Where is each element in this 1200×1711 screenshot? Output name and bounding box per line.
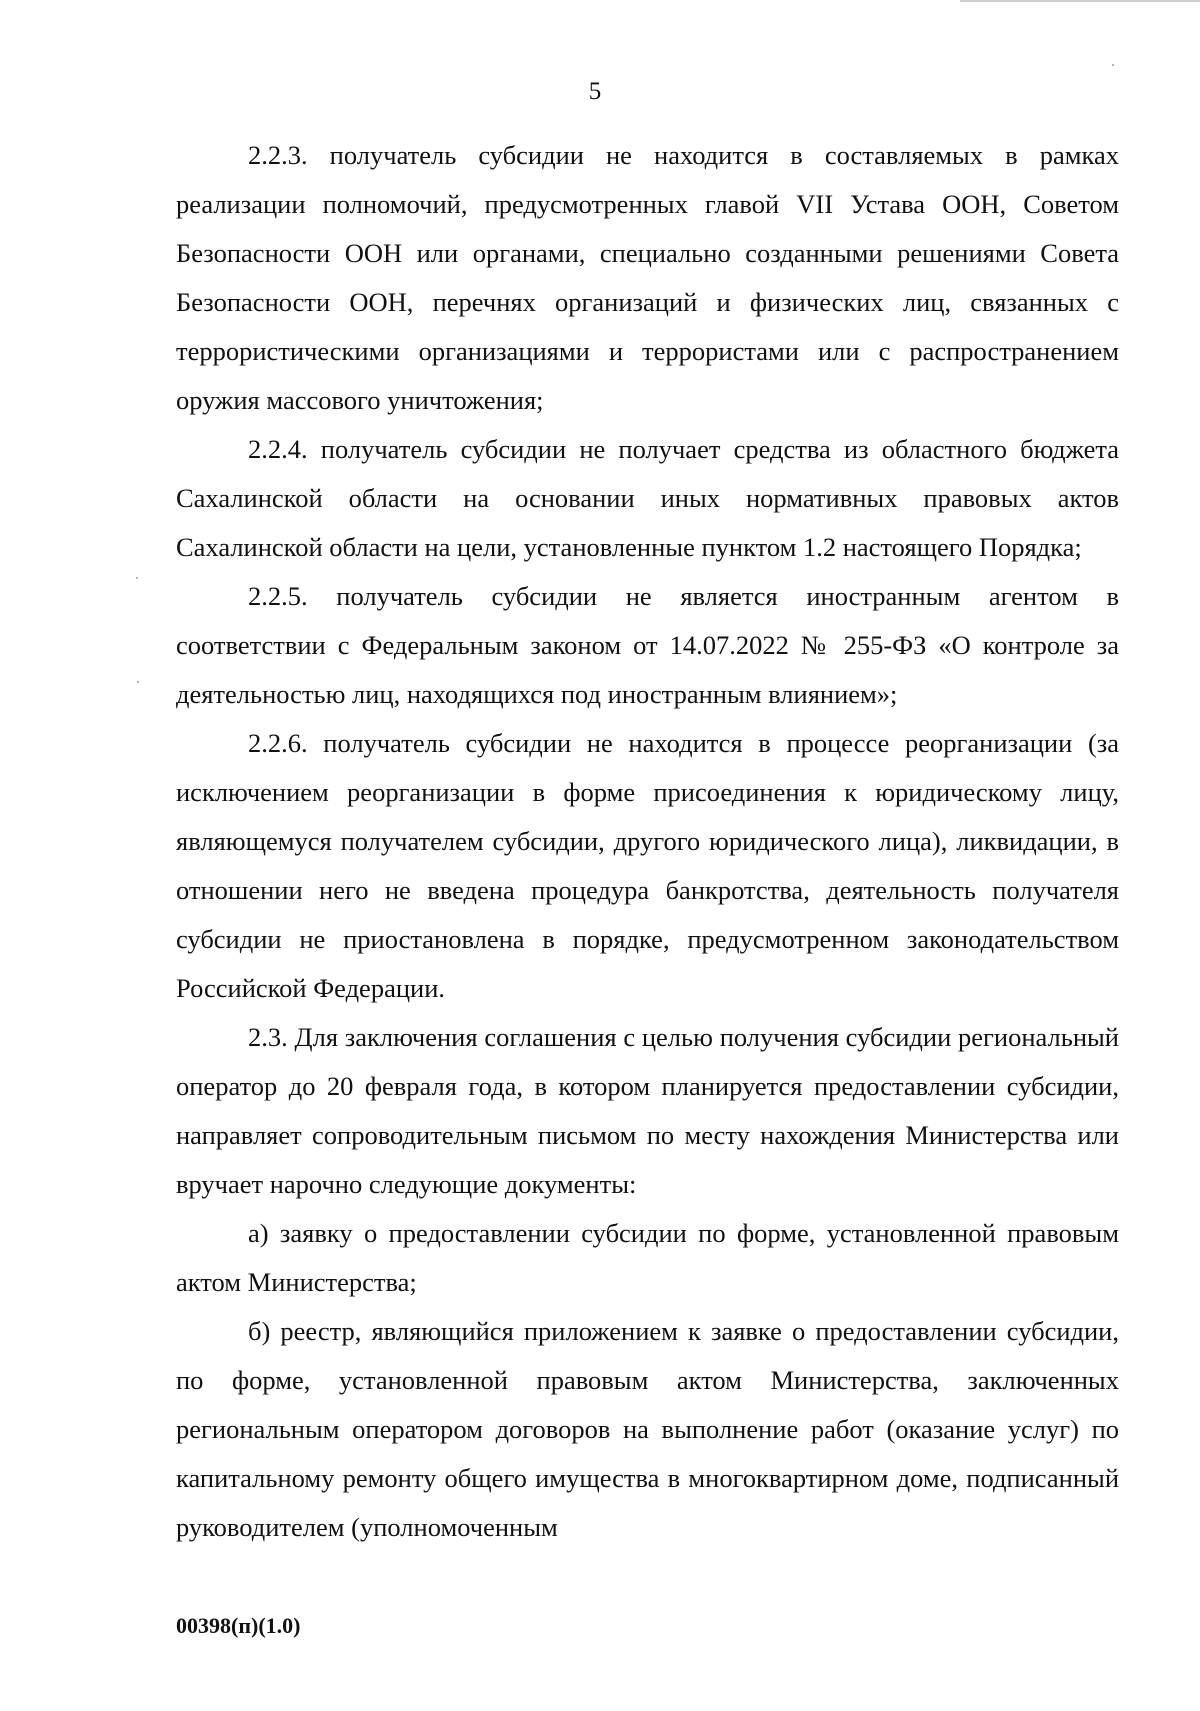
scan-speck	[1112, 64, 1114, 66]
scan-speck	[137, 681, 139, 683]
paragraph-2-2-5: 2.2.5. получатель субсидии не является иностранным агентом в соответствии с Федеральным законом от 14.07.2022 № 255-ФЗ «О контроле за деятельностью лиц, находящихся под иностранным влиянием»;	[176, 581, 1119, 709]
paragraph-2-2-3: 2.2.3. получатель субсидии не находится в составляемых в рамках реализации полномочий, предусмотренных главой VII Устава ООН, Советом Безопасности ООН или органами, специально созданными решениями Совета Безопасности ООН, перечнях организаций и физических лиц, связанных с террористическими организациями и террористами или с распространением оружия массового уничтожения;	[176, 140, 1119, 415]
document-body	[176, 131, 1119, 1552]
scan-edge-mark	[960, 0, 1200, 2]
document-code: 00398(п)(1.0)	[176, 1613, 301, 1638]
page-number: 5	[588, 78, 602, 105]
paragraph-2-3: 2.3. Для заключения соглашения с целью получения субсидии региональный оператор до 20 февраля года, в котором планируется предоставлении субсидии, направляет сопроводительным письмом по месту нахождения Министерства или вручает нарочно следующие документы:	[176, 1022, 1119, 1199]
paragraph-item-a: а) заявку о предоставлении субсидии по форме, установленной правовым актом Министерства;	[176, 1218, 1119, 1297]
paragraph-2-2-4: 2.2.4. получатель субсидии не получает средства из областного бюджета Сахалинской области на основании иных нормативных правовых актов Сахалинской области на цели, установленные пунктом 1.2 настоящего Порядка;	[176, 434, 1119, 562]
paragraph-item-b: б) реестр, являющийся приложением к заявке о предоставлении субсидии, по форме, установленной правовым актом Министерства, заключенных региональным оператором договоров на выполнение работ (оказание услуг) по капитальному ремонту общего имущества в многоквартирном доме, подписанный руководителем (уполномоченным	[176, 1316, 1119, 1542]
paragraph-2-2-6: 2.2.6. получатель субсидии не находится в процессе реорганизации (за исключением реорганизации в форме присоединения к юридическому лицу, являющемуся получателем субсидии, другого юридического лица), ликвидации, в отношении него не введена процедура банкротства, деятельность получателя субсидии не приостановлена в порядке, предусмотренном законодательством Российской Федерации.	[176, 728, 1119, 1003]
scan-speck	[136, 577, 138, 579]
